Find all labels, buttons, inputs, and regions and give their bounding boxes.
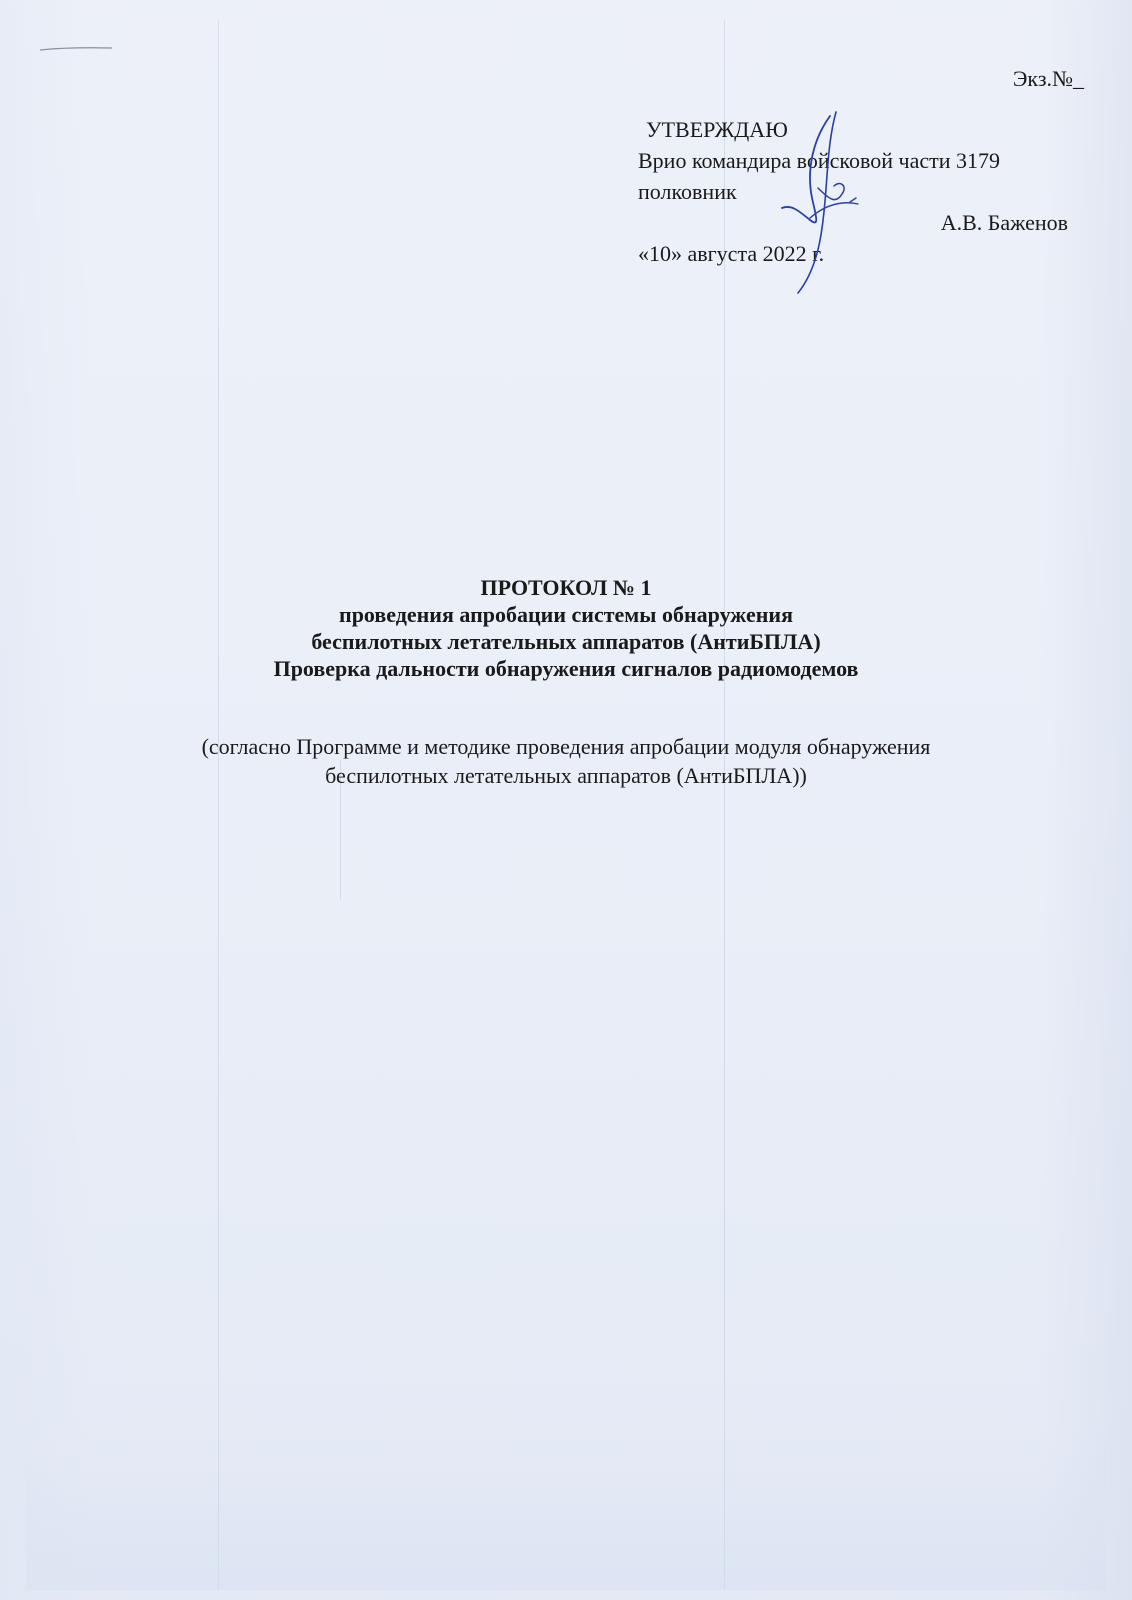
title-line: беспилотных летательных аппаратов (АнтиБПЛА) xyxy=(311,629,821,654)
document-title xyxy=(0,574,1132,682)
approver-position: Врио командира войсковой части 3179 xyxy=(638,148,1000,173)
approver-rank: полковник xyxy=(638,179,737,204)
reference-note xyxy=(0,732,1132,790)
scan-fold-line xyxy=(218,20,219,1590)
scan-shading xyxy=(26,1430,1106,1590)
approver-name: А.В. Баженов xyxy=(940,210,1068,235)
title-line: проведения апробации системы обнаружения xyxy=(339,602,793,627)
reference-line: (согласно Программе и методике проведения апробации модуля обнаружения xyxy=(201,734,931,759)
reference-line: беспилотных летательных аппаратов (АнтиБПЛА)) xyxy=(325,763,807,788)
copy-number: Экз.№_ xyxy=(1012,66,1084,91)
pen-mark xyxy=(38,46,114,52)
approval-date: «10» августа 2022 г. xyxy=(638,241,825,266)
protocol-number: ПРОТОКОЛ № 1 xyxy=(480,575,652,600)
handwritten-signature xyxy=(770,108,880,308)
approve-heading: УТВЕРЖДАЮ xyxy=(646,117,788,142)
title-line: Проверка дальности обнаружения сигналов радиомодемов xyxy=(273,656,859,681)
